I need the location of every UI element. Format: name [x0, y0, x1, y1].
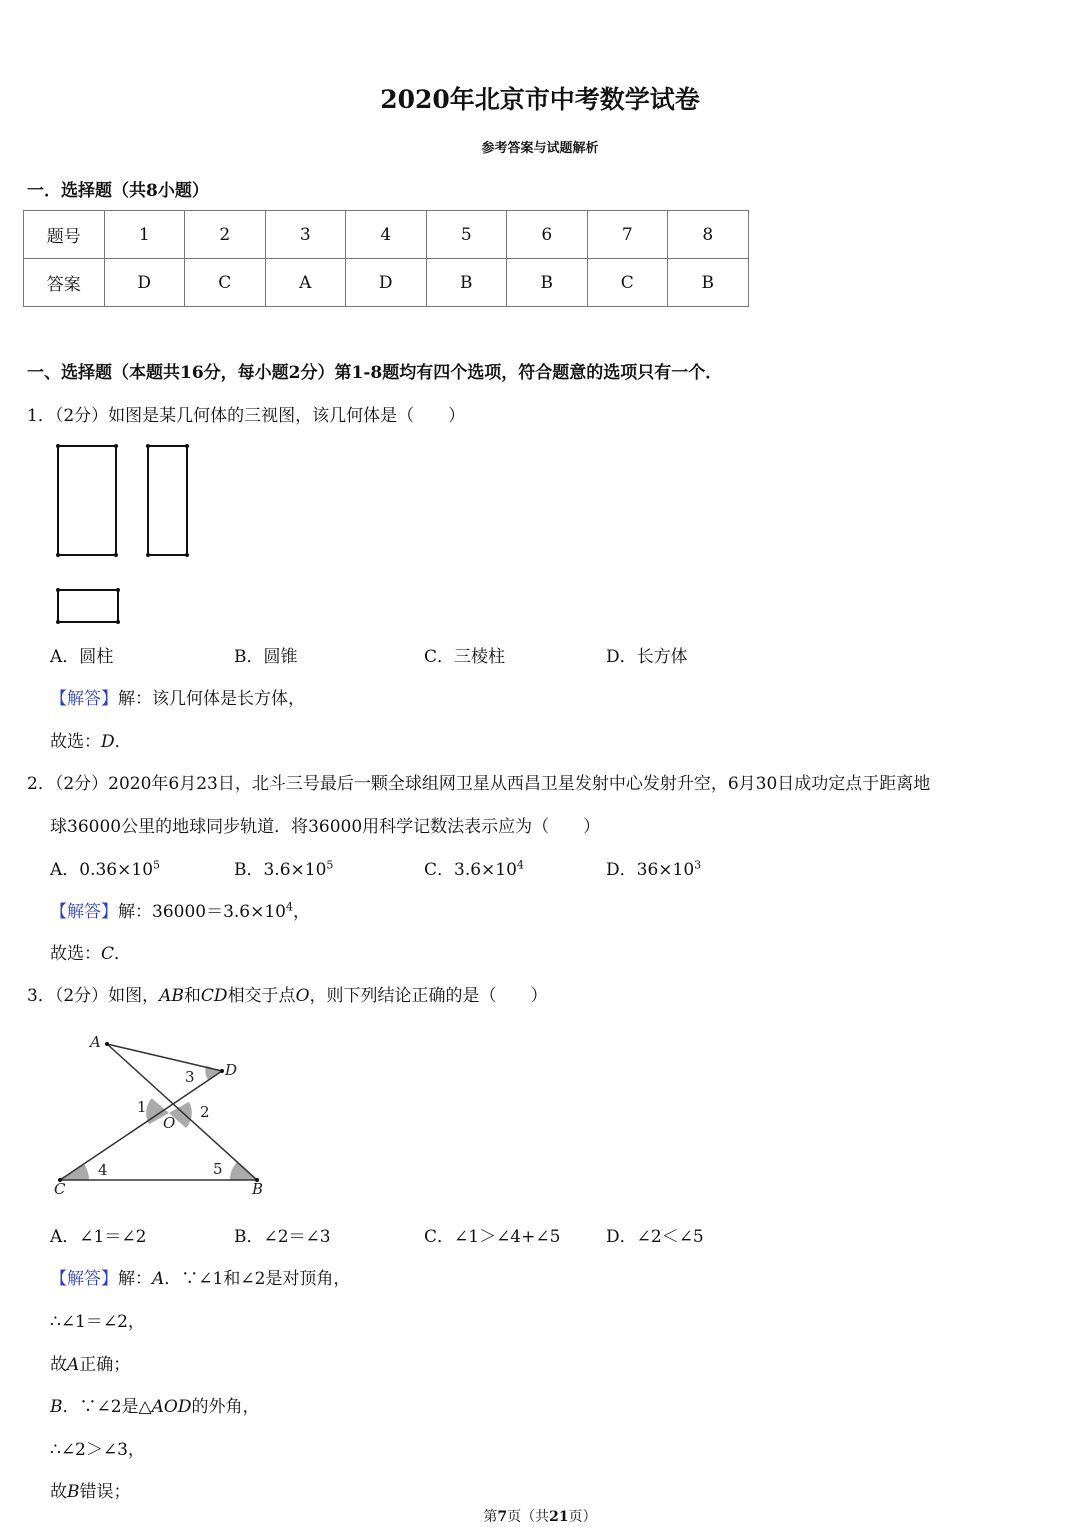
solution-text: 故: [50, 1355, 67, 1375]
page-footer: [0, 1506, 1080, 1526]
choice-prefix: 故选：: [50, 732, 101, 752]
table-cell: B: [507, 259, 588, 307]
table-cell: 7: [587, 211, 668, 259]
solution-text: 解：: [118, 1269, 152, 1289]
point-label-a: A: [90, 1033, 101, 1051]
angle-label-4: 4: [98, 1161, 108, 1179]
option-base: C．3.6×10: [424, 860, 517, 880]
point-label-c: C: [54, 1180, 66, 1198]
stem-point-o: O: [295, 986, 310, 1006]
footer-total-pages: 21: [549, 1509, 569, 1525]
table-row-answers: [24, 259, 749, 307]
choice-prefix: 故选：: [50, 944, 101, 964]
q3-solution-line2: ∴∠1＝∠2，: [50, 1312, 145, 1332]
q1-top-view: [58, 590, 118, 622]
solution-text: 正确；: [79, 1355, 131, 1375]
point-label-o: O: [163, 1114, 176, 1132]
angle-label-1: 1: [137, 1098, 147, 1116]
point-label-b: B: [252, 1180, 264, 1198]
solution-text: 的外角，: [191, 1397, 260, 1417]
solution-text: 解：该几何体是长方体，: [118, 689, 305, 709]
stem-text: 和: [183, 986, 201, 1006]
q2-stem-line1: 2．（2分）2020年6月23日，北斗三号最后一颗全球组网卫星从西昌卫星发射中心发射升空，6月30日成功定点于距离地: [27, 774, 931, 794]
q3-solution-line5: ∴∠2＞∠3，: [50, 1440, 145, 1460]
choice-letter: D: [101, 732, 115, 752]
q1-option-b: B．圆锥: [234, 647, 298, 667]
table-cell-header: 答案: [24, 259, 105, 307]
solution-suffix: ，: [293, 902, 310, 922]
stem-text: 相交于点: [227, 986, 296, 1006]
q2-solution: [50, 897, 310, 922]
q2-option-a: [50, 855, 160, 880]
table-cell: D: [346, 259, 427, 307]
q3-stem: [27, 981, 548, 1006]
footer-text: 页（共: [507, 1509, 550, 1525]
q3-solution-line6: [50, 1477, 131, 1502]
solution-letter: B: [50, 1397, 63, 1417]
q1-option-c: C．三棱柱: [424, 647, 506, 667]
q2-option-c: [424, 855, 524, 880]
q3-solution-line4: [50, 1392, 259, 1417]
solution-text: 故: [50, 1482, 67, 1502]
choice-suffix: ．: [114, 732, 132, 752]
section1-heading: 一．选择题（共8小题）: [27, 181, 209, 201]
table-cell: 5: [426, 211, 507, 259]
option-base: B．3.6×10: [234, 860, 327, 880]
table-cell: C: [587, 259, 668, 307]
option-base: D．36×10: [606, 860, 695, 880]
choice-suffix: ．: [114, 944, 132, 964]
solution-tag: 【解答】: [50, 1269, 118, 1289]
table-cell: 4: [346, 211, 427, 259]
solution-letter: A: [67, 1355, 80, 1375]
q1-choice: [50, 727, 132, 752]
q1-option-a: A．圆柱: [50, 647, 114, 667]
angle-label-2: 2: [200, 1103, 210, 1121]
q2-option-b: [234, 855, 333, 880]
option-exp: 3: [694, 858, 702, 872]
table-cell: D: [104, 259, 185, 307]
option-exp: 5: [326, 858, 334, 872]
solution-text: ．∵∠1和∠2是对顶角，: [164, 1269, 351, 1289]
q3-option-c: C．∠1＞∠4+∠5: [424, 1227, 561, 1247]
table-cell: C: [185, 259, 266, 307]
table-cell: 3: [265, 211, 346, 259]
q3-option-b: B．∠2＝∠3: [234, 1227, 331, 1247]
footer-text: 第: [483, 1509, 498, 1525]
stem-prefix: 3．（2分）如图，: [27, 986, 160, 1006]
table-cell: B: [426, 259, 507, 307]
option-exp: 5: [153, 858, 161, 872]
page-subtitle: 参考答案与试题解析: [481, 141, 599, 156]
table-cell: 6: [507, 211, 588, 259]
q2-choice: [50, 939, 131, 964]
solution-letter: B: [67, 1482, 80, 1502]
table-cell: B: [668, 259, 749, 307]
table-cell-header: 题号: [24, 211, 105, 259]
q3-solution-line3: [50, 1350, 130, 1375]
footer-page-number: 7: [497, 1509, 508, 1525]
table-cell: 2: [185, 211, 266, 259]
solution-text: ．∵∠2是△: [62, 1397, 152, 1417]
solution-text: 解：36000＝3.6×10: [118, 902, 286, 922]
solution-letter: A: [152, 1269, 165, 1289]
q3-option-a: A．∠1＝∠2: [50, 1227, 147, 1247]
solution-text: 错误；: [79, 1482, 131, 1502]
answer-table: [23, 210, 749, 307]
q2-option-d: [606, 855, 701, 880]
angle-label-5: 5: [213, 1160, 223, 1178]
solution-exp: 4: [286, 900, 293, 914]
table-cell: 8: [668, 211, 749, 259]
q1-side-view: [148, 446, 187, 555]
q3-angle-figure: [50, 1022, 275, 1202]
q3-solution-line1: [50, 1264, 350, 1289]
q2-stem-line2: 球36000公里的地球同步轨道．将36000用科学记数法表示应为（ ）: [50, 817, 601, 837]
q3-option-d: D．∠2＜∠5: [606, 1227, 704, 1247]
solution-tag: 【解答】: [50, 689, 118, 709]
section2-heading: 一、选择题（本题共16分，每小题2分）第1-8题均有四个选项，符合题意的选项只有一个．: [27, 363, 723, 383]
stem-segment-cd: CD: [200, 986, 228, 1006]
solution-tag: 【解答】: [50, 902, 118, 922]
q1-three-views-figure: [50, 440, 195, 625]
choice-letter: C: [101, 944, 115, 964]
q1-front-view: [58, 446, 116, 555]
table-row-numbers: [24, 211, 749, 259]
footer-text: 页）: [568, 1509, 597, 1525]
stem-suffix: ，则下列结论正确的是（ ）: [309, 986, 548, 1006]
option-base: A．0.36×10: [50, 860, 154, 880]
q1-stem: 1．（2分）如图是某几何体的三视图，该几何体是（ ）: [27, 406, 466, 426]
stem-segment-ab: AB: [159, 986, 184, 1006]
segment-ad: [107, 1044, 222, 1071]
table-cell: 1: [104, 211, 185, 259]
page-title: 2020年北京市中考数学试卷: [380, 85, 700, 114]
option-exp: 4: [516, 858, 524, 872]
q1-solution: [50, 684, 305, 709]
angle-label-3: 3: [185, 1068, 195, 1086]
q1-option-d: D．长方体: [606, 647, 688, 667]
solution-triangle: AOD: [151, 1397, 192, 1417]
point-label-d: D: [225, 1061, 238, 1079]
table-cell: A: [265, 259, 346, 307]
